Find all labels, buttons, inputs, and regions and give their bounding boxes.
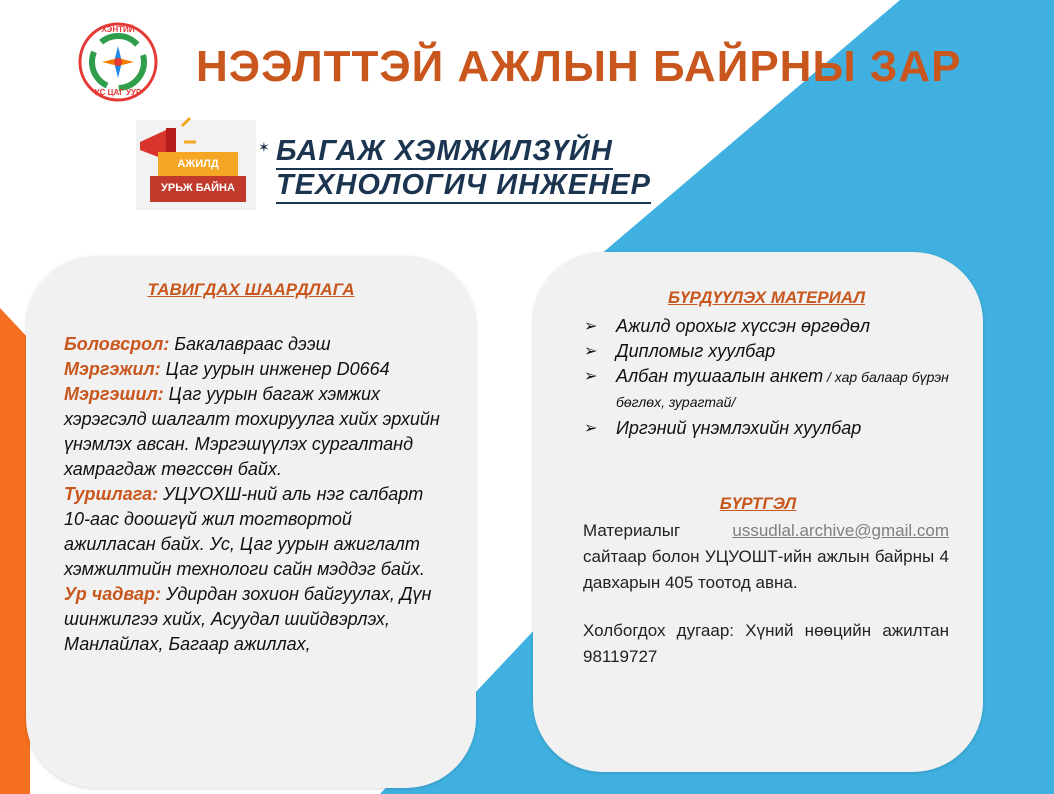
list-item: [584, 416, 964, 441]
registration-heading: БҮРТГЭЛ: [719, 494, 797, 513]
email-link[interactable]: ussudlal.archive@gmail.com: [732, 521, 949, 540]
badge-line1: АЖИЛД: [177, 158, 219, 170]
skill-value: Цаг уурын багаж хэмжих хэрэгсэлд шалгалт тохируулга хийх эрхийн үнэмлэх авсан. Мэргэшүүлэх сургалтанд хамрагдаж төгссөн байх.: [64, 384, 440, 479]
profession-value: Цаг уурын инженер D0664: [160, 359, 390, 379]
badge-line2: УРЬЖ БАЙНА: [161, 182, 235, 194]
skill-label: Мэргэшил:: [64, 384, 164, 404]
materials-heading: БҮРДҮҮЛЭХ МАТЕРИАЛ: [667, 288, 866, 307]
registration-body: [583, 518, 949, 596]
competency-value: Удирдан зохион байгуулах, Дүн шинжилгээ хийх, Асуудал шийдвэрлэх, Манлайлах, Багаар ажиллах,: [64, 584, 432, 654]
experience-value: УЦУОХШ-ний аль нэг салбарт 10-аас доошгүй жил тогтвортой ажилласан байх. Ус, Цаг уурын ажиглалт хэмжилтийн технологи сайн мэддэг байх.: [64, 484, 425, 579]
position-title-line1: БАГАЖ ХЭМЖИЛЗҮЙН: [276, 134, 613, 170]
logo-bottom-text: УС ЦАГ УУР: [94, 88, 142, 97]
registration-text-before: Материалыг: [583, 521, 733, 540]
arrow-bullet-icon: ➢: [584, 368, 598, 385]
profession-row: [64, 357, 444, 382]
requirements-body: [64, 332, 444, 657]
list-item: [584, 364, 964, 414]
arrow-bullet-icon: ➢: [584, 420, 598, 437]
hiring-badge: [130, 112, 270, 212]
orange-right-stripe: [1020, 240, 1054, 794]
registration-text-after: сайтаар болон УЦУОШТ-ийн ажлын байрны 4 давхарын 405 тоотод авна.: [583, 547, 949, 592]
page-title: НЭЭЛТТЭЙ АЖЛЫН БАЙРНЫ ЗАР: [196, 42, 962, 91]
skill-row: [64, 382, 444, 482]
contact-info: Холбогдох дугаар: Хүний нөөцийн ажилтан 98119727: [583, 621, 949, 666]
position-title-line2: ТЕХНОЛОГИЧ ИНЖЕНЕР: [276, 168, 651, 204]
list-item: [584, 339, 964, 364]
arrow-bullet-icon: ➢: [584, 343, 598, 360]
experience-label: Туршлага:: [64, 484, 159, 504]
list-item: [584, 314, 964, 339]
material-text: Дипломыг хуулбар: [616, 341, 776, 361]
competency-label: Ур чадвар:: [64, 584, 162, 604]
experience-row: [64, 482, 444, 582]
competency-row: [64, 582, 444, 657]
svg-text:✶: ✶: [258, 139, 270, 155]
material-text: Иргэний үнэмлэхийн хуулбар: [616, 418, 862, 438]
material-text: Албан тушаалын анкет: [616, 366, 824, 386]
education-label: Боловсрол:: [64, 334, 170, 354]
materials-list: [584, 314, 964, 441]
material-note: / хар балаар бүрэн бөглөх, зурагтай/: [616, 369, 949, 410]
organization-logo: [78, 22, 158, 102]
profession-label: Мэргэжил:: [64, 359, 161, 379]
requirements-heading: ТАВИГДАХ ШААРДЛАГА: [147, 280, 355, 299]
education-value: Бакалавраас дээш: [169, 334, 331, 354]
education-row: [64, 332, 444, 357]
arrow-bullet-icon: ➢: [584, 318, 598, 335]
logo-top-text: ХЭНТИЙ: [101, 25, 135, 34]
material-text: Ажилд орохыг хүссэн өргөдөл: [616, 316, 871, 336]
